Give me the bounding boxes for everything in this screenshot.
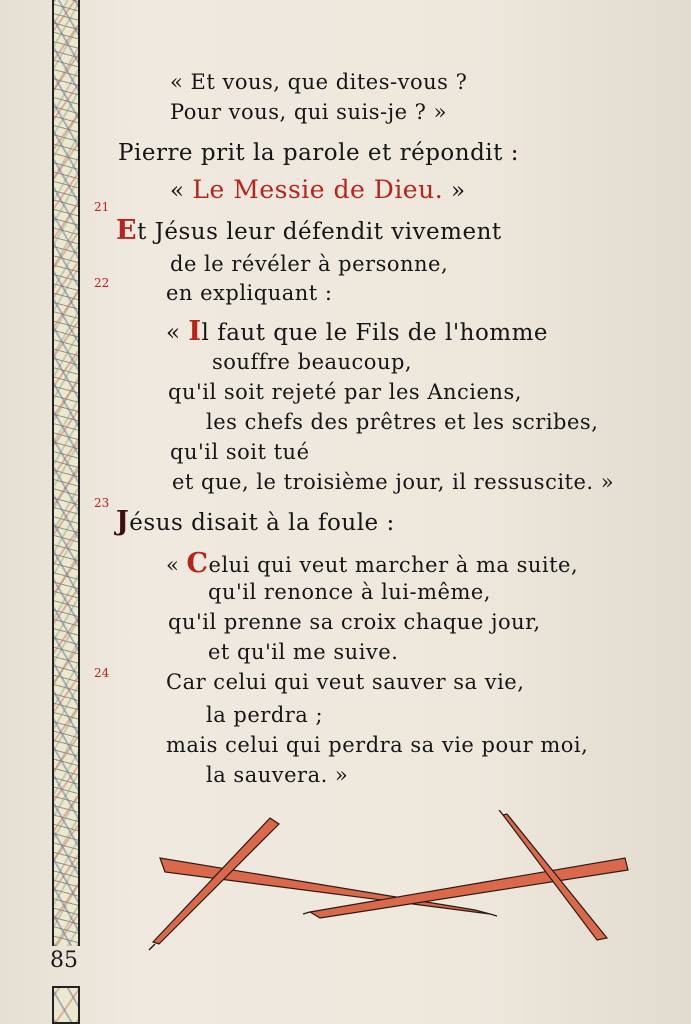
text-line: la sauvera. » bbox=[206, 763, 349, 787]
line-text: l faut que le Fils de l'homme bbox=[201, 320, 549, 346]
line-text: t Jésus leur défendit vivement bbox=[137, 219, 502, 245]
decorative-border-stub bbox=[52, 986, 80, 1024]
text-line bbox=[116, 215, 502, 246]
text-line: mais celui qui perdra sa vie pour moi, bbox=[166, 733, 589, 757]
nail-tip bbox=[490, 914, 497, 916]
text-line: « Et vous, que dites-vous ? bbox=[170, 70, 468, 94]
rubric-title: Le Messie de Dieu. bbox=[192, 175, 444, 204]
text-line: qu'il renonce à lui-même, bbox=[208, 580, 491, 604]
drop-initial: I bbox=[188, 316, 202, 347]
text-line: et que, le troisième jour, il ressuscite. » bbox=[172, 470, 615, 494]
verse-number-22: 22 bbox=[94, 276, 110, 290]
drop-initial: E bbox=[116, 215, 138, 246]
page-number: 85 bbox=[50, 948, 78, 973]
verse-number-21: 21 bbox=[94, 200, 110, 214]
nail-tip bbox=[149, 944, 155, 950]
drop-initial: J bbox=[116, 506, 130, 537]
verse-number-24: 24 bbox=[94, 666, 110, 680]
line-text: ésus disait à la foule : bbox=[129, 510, 395, 536]
decorative-border bbox=[52, 0, 80, 946]
line-text: elui qui veut marcher à ma suite, bbox=[208, 553, 579, 577]
text-line: qu'il soit rejeté par les Anciens, bbox=[168, 380, 522, 404]
quote-open: « bbox=[166, 553, 187, 577]
text-line: Pierre prit la parole et répondit : bbox=[118, 140, 519, 166]
text-line: Pour vous, qui suis-je ? » bbox=[170, 100, 447, 124]
drop-initial: C bbox=[186, 548, 209, 579]
text-line: la perdra ; bbox=[206, 703, 324, 727]
quote-open: « bbox=[170, 178, 193, 204]
text-line: en expliquant : bbox=[166, 281, 333, 305]
text-line bbox=[170, 175, 466, 204]
text-line: et qu'il me suive. bbox=[208, 640, 399, 664]
text-line bbox=[116, 506, 395, 537]
nail-tip bbox=[303, 912, 310, 914]
text-line: les chefs des prêtres et les scribes, bbox=[206, 410, 599, 434]
crossed-nails-illustration bbox=[145, 810, 645, 960]
text-line: Car celui qui veut sauver sa vie, bbox=[166, 670, 525, 694]
text-line bbox=[166, 316, 548, 347]
text-line: souffre beaucoup, bbox=[212, 350, 413, 374]
text-line: de le révéler à personne, bbox=[170, 252, 449, 276]
verse-number-23: 23 bbox=[94, 496, 110, 510]
nail-tip bbox=[499, 810, 503, 815]
text-line: qu'il soit tué bbox=[170, 440, 310, 464]
quote-open: « bbox=[166, 320, 189, 346]
text-line: qu'il prenne sa croix chaque jour, bbox=[168, 610, 541, 634]
text-line bbox=[166, 548, 578, 579]
quote-close: » bbox=[443, 178, 466, 204]
